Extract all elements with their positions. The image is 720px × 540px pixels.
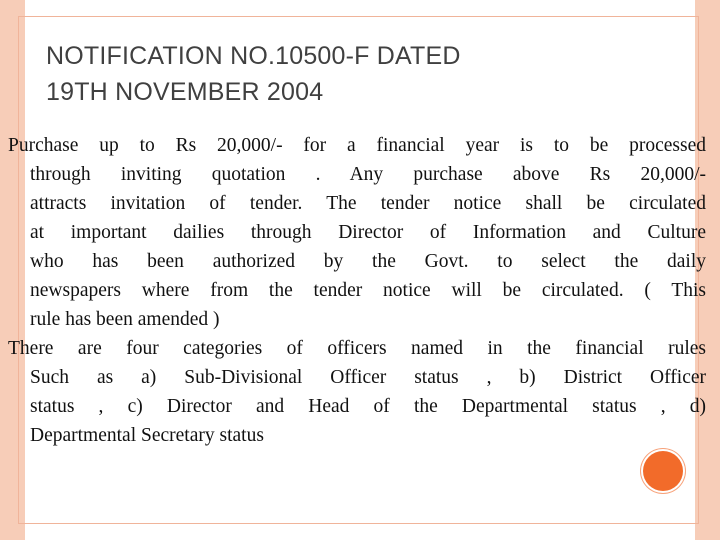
body-line: Such as a) Sub-Divisional Officer status , b) District Officer — [30, 367, 706, 388]
slide-body — [8, 131, 706, 450]
body-line: attracts invitation of tender. The tender notice shall be circulated — [30, 193, 706, 214]
body-line: status , c) Director and Head of the Departmental status , d) — [30, 396, 706, 417]
body-line: Purchase up to Rs 20,000/- for a financial year is to be processed — [8, 135, 706, 156]
body-line: at important dailies through Director of Information and Culture — [30, 222, 706, 243]
decorative-circle — [643, 451, 683, 491]
title-line: NOTIFICATION NO.10500-F DATED — [46, 42, 461, 70]
body-line: through inviting quotation . Any purchase above Rs 20,000/- — [30, 164, 706, 185]
body-line: newspapers where from the tender notice will be circulated. ( This — [30, 280, 706, 301]
body-line: who has been authorized by the Govt. to select the daily — [30, 251, 706, 272]
body-line: There are four categories of officers named in the financial rules — [8, 338, 706, 359]
paragraph-purchase-rule — [8, 131, 706, 334]
title-line: 19TH NOVEMBER 2004 — [46, 78, 324, 106]
paragraph-officer-categories — [8, 334, 706, 450]
body-line: Departmental Secretary status — [30, 425, 264, 446]
slide-title — [46, 38, 606, 110]
body-line: rule has been amended ) — [30, 309, 220, 330]
